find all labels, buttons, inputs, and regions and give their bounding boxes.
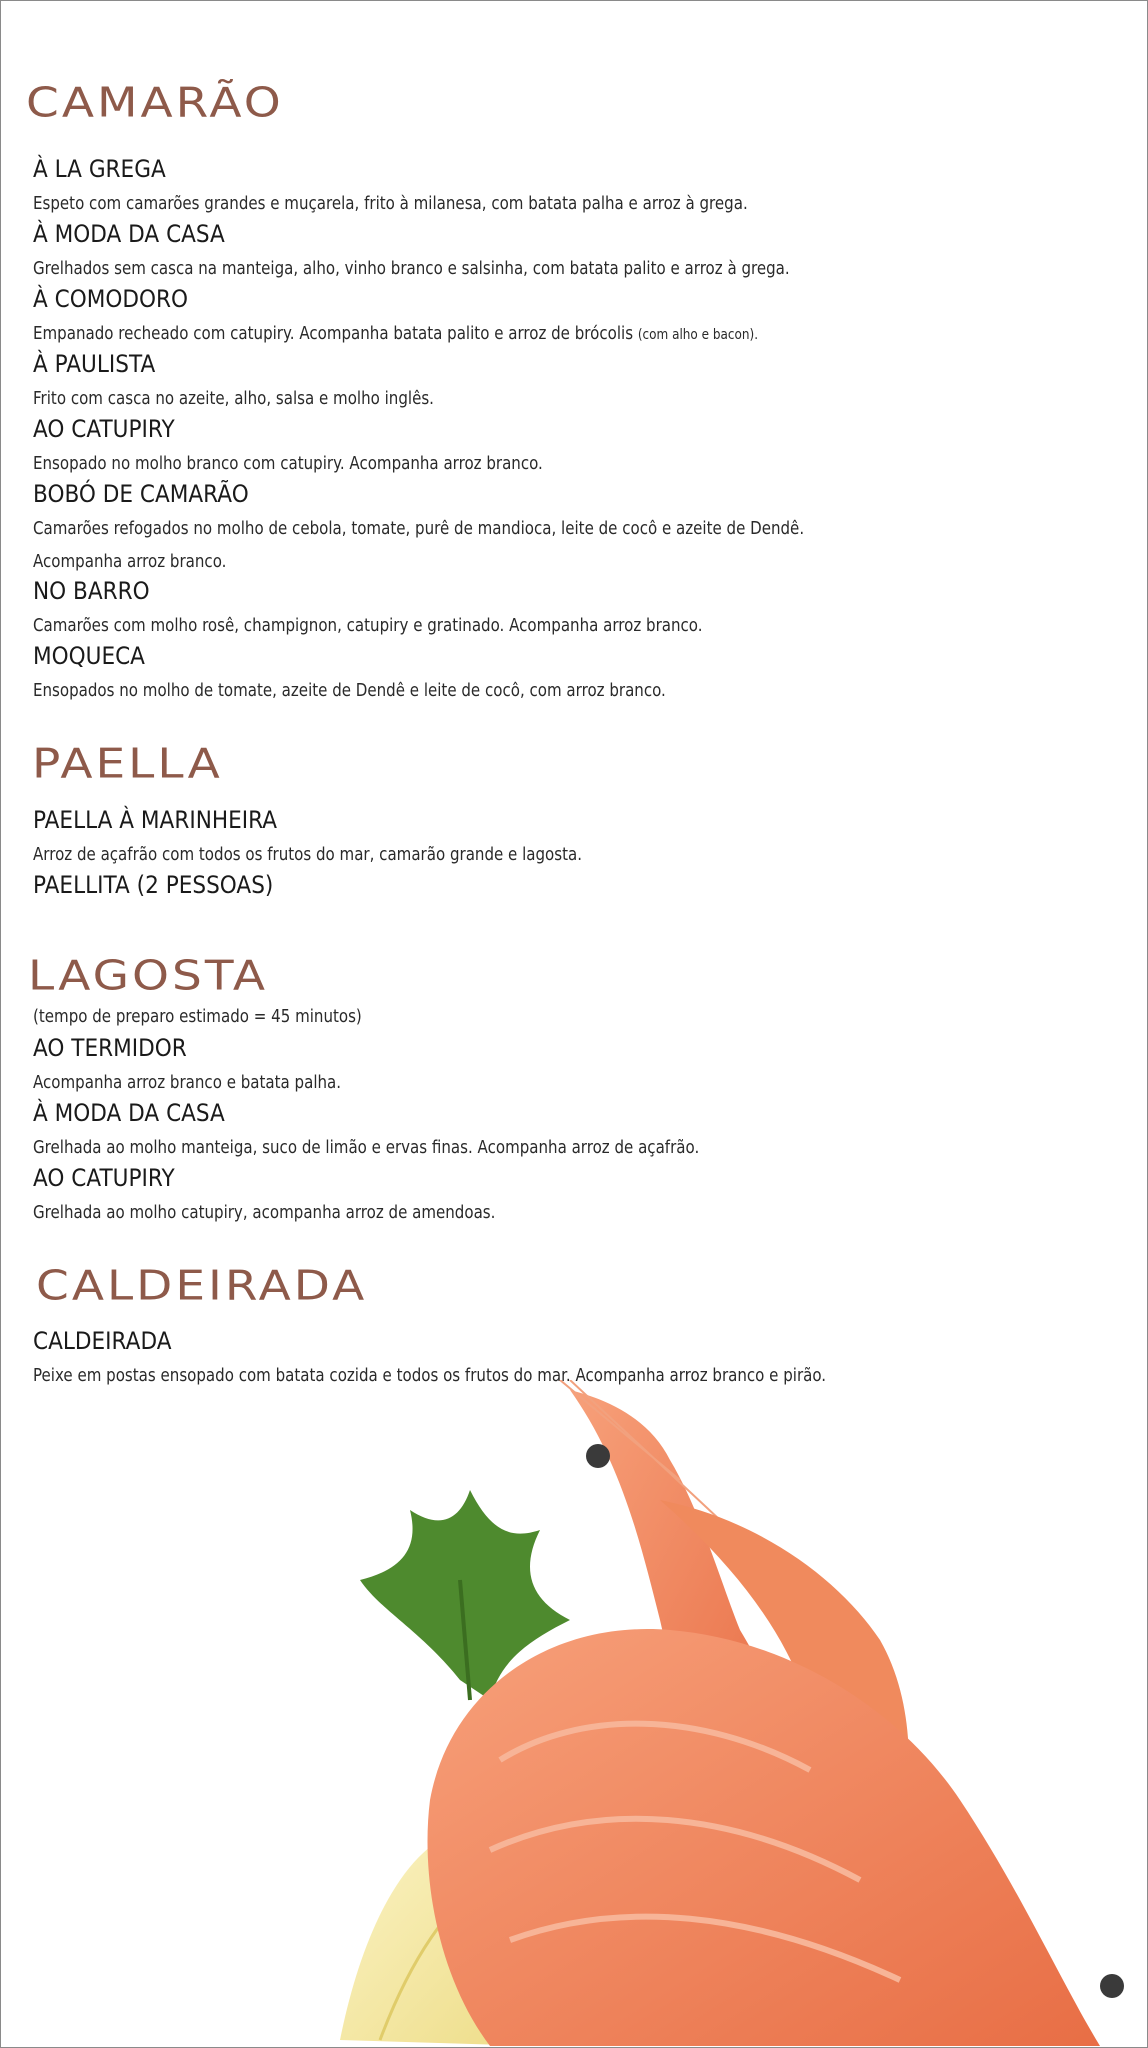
dish-description-note: (com alho e bacon). <box>637 327 759 343</box>
dish-description-main: Empanado recheado com catupiry. Acompanha batata palito e arroz de brócolis <box>33 324 634 344</box>
dish-description: Ensopado no molho branco com catupiry. Acompanha arroz branco. <box>33 454 543 474</box>
dish-name: MOQUECA <box>33 642 145 670</box>
dish-description-line-2: Acompanha arroz branco. <box>33 552 227 572</box>
dish-name: PAELLA À MARINHEIRA <box>33 806 278 834</box>
dish-name: BOBÓ DE CAMARÃO <box>33 480 249 508</box>
dish-name: À COMODORO <box>33 285 189 313</box>
dish-name: CALDEIRADA <box>33 1327 172 1355</box>
dish-description: Frito com casca no azeite, alho, salsa e molho inglês. <box>33 389 434 409</box>
dish-description: Acompanha arroz branco e batata palha. <box>33 1073 342 1093</box>
dish-name: À MODA DA CASA <box>33 1099 225 1127</box>
dish-name: AO CATUPIRY <box>33 1164 175 1192</box>
dish-description: Camarões refogados no molho de cebola, tomate, purê de mandioca, leite de cocô e azeite de Dendê. <box>33 519 805 539</box>
dish-name: À MODA DA CASA <box>33 220 225 248</box>
section-title-lagosta: LAGOSTA <box>28 951 269 1000</box>
dish-description: Camarões com molho rosê, champignon, catupiry e gratinado. Acompanha arroz branco. <box>33 616 703 636</box>
dish-description <box>33 326 758 344</box>
shrimp-icon-large <box>428 1629 1125 2046</box>
dish-description: Grelhada ao molho manteiga, suco de limão e ervas finas. Acompanha arroz de açafrão. <box>33 1138 700 1158</box>
dish-description: Ensopados no molho de tomate, azeite de Dendê e leite de cocô, com arroz branco. <box>33 681 666 701</box>
dish-name: AO CATUPIRY <box>33 415 175 443</box>
dish-name: À LA GREGA <box>33 155 166 183</box>
section-title-camarao: CAMARÃO <box>26 78 284 127</box>
dish-description: Arroz de açafrão com todos os frutos do mar, camarão grande e lagosta. <box>33 845 583 865</box>
section-note: (tempo de preparo estimado = 45 minutos) <box>33 1007 362 1027</box>
dish-description: Grelhados sem casca na manteiga, alho, vinho branco e salsinha, com batata palito e arroz à grega. <box>33 259 790 279</box>
shrimp-photo <box>340 1380 1148 2046</box>
dish-name: À PAULISTA <box>33 350 156 378</box>
dish-name: NO BARRO <box>33 577 150 605</box>
section-title-paella: PAELLA <box>32 739 223 788</box>
dish-description: Grelhada ao molho catupiry, acompanha arroz de amendoas. <box>33 1203 496 1223</box>
section-title-caldeirada: CALDEIRADA <box>36 1261 368 1310</box>
dish-description: Peixe em postas ensopado com batata cozida e todos os frutos do mar. Acompanha arroz branco e pirão. <box>33 1366 827 1386</box>
dish-name: PAELLITA (2 PESSOAS) <box>33 871 274 899</box>
dish-description: Espeto com camarões grandes e muçarela, frito à milanesa, com batata palha e arroz à grega. <box>33 194 748 214</box>
dish-name: AO TERMIDOR <box>33 1034 187 1062</box>
